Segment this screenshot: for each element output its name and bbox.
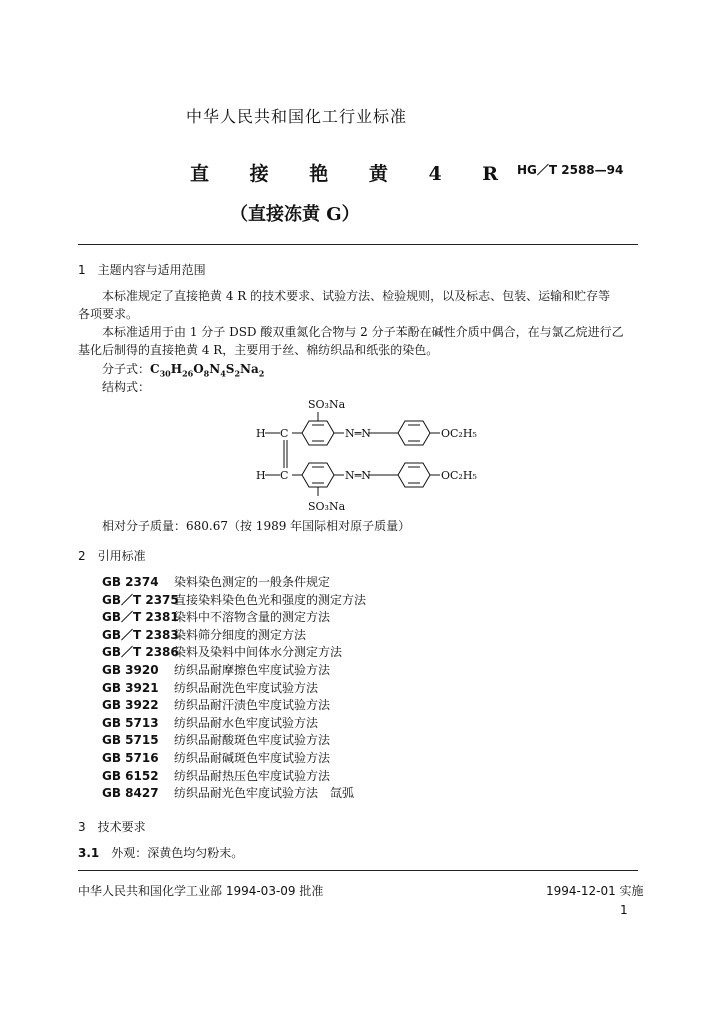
reference-item (102, 785, 366, 803)
document-title: 直 接 艳 黄 4 R (190, 163, 516, 185)
reference-title: 纺织品耐光色牢度试验方法 氙弧 (174, 786, 355, 801)
reference-item (102, 609, 366, 627)
footer-divider (78, 870, 638, 871)
reference-item (102, 592, 366, 610)
molecular-formula: $C_{30}H_{26}O_8N_4S_2Na_2$ (150, 362, 265, 379)
reference-item (102, 627, 366, 645)
top-azo-label: N═N (345, 427, 371, 440)
standard-number: HG／T 2588—94 (517, 163, 624, 177)
reference-code: GB／T 2386 (102, 645, 179, 660)
reference-title: 纺织品耐水色牢度试验方法 (174, 715, 319, 730)
reference-item (102, 662, 366, 680)
document-subtitle: （直接冻黄 G） (230, 204, 360, 225)
reference-code: GB 3922 (102, 698, 159, 713)
section3-item (78, 844, 243, 862)
reference-title: 直接染料染色色光和强度的测定方法 (174, 592, 367, 607)
reference-title: 纺织品耐热压色牢度试验方法 (174, 768, 331, 783)
bottom-carbon-label: C (280, 469, 289, 482)
page-number: 1 (620, 903, 628, 917)
reference-item (102, 715, 366, 733)
section1-para1-line1: 本标准规定了直接艳黄 4 R 的技术要求、试验方法、检验规则，以及标志、包装、运输和贮存等 (102, 289, 611, 303)
reference-item (102, 697, 366, 715)
reference-code: GB／T 2381 (102, 610, 179, 625)
reference-item (102, 768, 366, 786)
reference-title: 纺织品耐碱斑色牢度试验方法 (174, 750, 331, 765)
reference-item (102, 680, 366, 698)
section2-heading: 2 引用标准 (78, 549, 146, 563)
reference-title: 纺织品耐摩擦色牢度试验方法 (174, 662, 331, 677)
top-ethoxy-label: OC₂H₅ (441, 427, 477, 440)
formula-label: 分子式： (102, 362, 151, 376)
top-carbon-label: C (280, 427, 289, 440)
reference-code: GB 2374 (102, 575, 159, 589)
section1-para2-line2: 基化后制得的直接艳黄 4 R，主要用于丝、棉纺织品和纸张的染色。 (78, 343, 439, 357)
reference-code: GB 6152 (102, 768, 159, 783)
reference-item (102, 644, 366, 662)
reference-code: GB 8427 (102, 786, 159, 801)
bottom-azo-label: N═N (345, 469, 371, 482)
reference-title: 纺织品耐酸斑色牢度试验方法 (174, 733, 331, 748)
reference-title: 染料及染料中间体水分测定方法 (174, 645, 343, 660)
top-divider (78, 244, 638, 245)
bottom-ethoxy-label: OC₂H₅ (441, 469, 477, 482)
reference-item (102, 732, 366, 750)
section1-heading: 1 主题内容与适用范围 (78, 263, 206, 277)
effective-date: 1994-12-01 实施 (546, 884, 644, 898)
reference-code: GB 3921 (102, 680, 159, 695)
reference-code: GB 3920 (102, 662, 159, 677)
reference-code: GB 5713 (102, 715, 159, 730)
reference-code: GB 5715 (102, 733, 159, 748)
bottom-sulfonate-label: SO₃Na (308, 500, 346, 513)
section1-para2-line1: 本标准适用于由 1 分子 DSD 酸双重氮化合物与 2 分子苯酚在碱性介质中偶合，在与氯乙烷进行乙 (102, 325, 624, 339)
section3-heading: 3 技术要求 (78, 820, 146, 834)
approval-text: 中华人民共和国化学工业部 1994-03-09 批准 (78, 884, 324, 898)
top-sulfonate-label: SO₃Na (308, 398, 346, 411)
bottom-hydrogen-label: H (256, 469, 266, 482)
document-header: 中华人民共和国化工行业标准 (186, 107, 408, 126)
reference-title: 纺织品耐洗色牢度试验方法 (174, 680, 319, 695)
reference-title: 染料染色测定的一般条件规定 (174, 575, 331, 589)
reference-code: GB 5716 (102, 750, 159, 765)
reference-item (102, 750, 366, 768)
structural-formula (240, 390, 500, 518)
reference-item (102, 574, 366, 592)
reference-list (102, 574, 366, 803)
reference-title: 染料筛分细度的测定方法 (174, 627, 307, 642)
item-number: 3.1 (78, 846, 100, 860)
reference-title: 纺织品耐汗渍色牢度试验方法 (174, 698, 331, 713)
reference-code: GB／T 2375 (102, 592, 179, 607)
item-text: 外观：深黄色均匀粉末。 (111, 846, 244, 860)
top-hydrogen-label: H (256, 427, 266, 440)
reference-code: GB／T 2383 (102, 627, 179, 642)
molar-mass: 相对分子质量：680.67（按 1989 年国际相对原子质量） (102, 519, 411, 533)
reference-title: 染料中不溶物含量的测定方法 (174, 610, 331, 625)
structure-label: 结构式： (102, 380, 151, 394)
section1-para1-line2: 各项要求。 (78, 307, 139, 321)
